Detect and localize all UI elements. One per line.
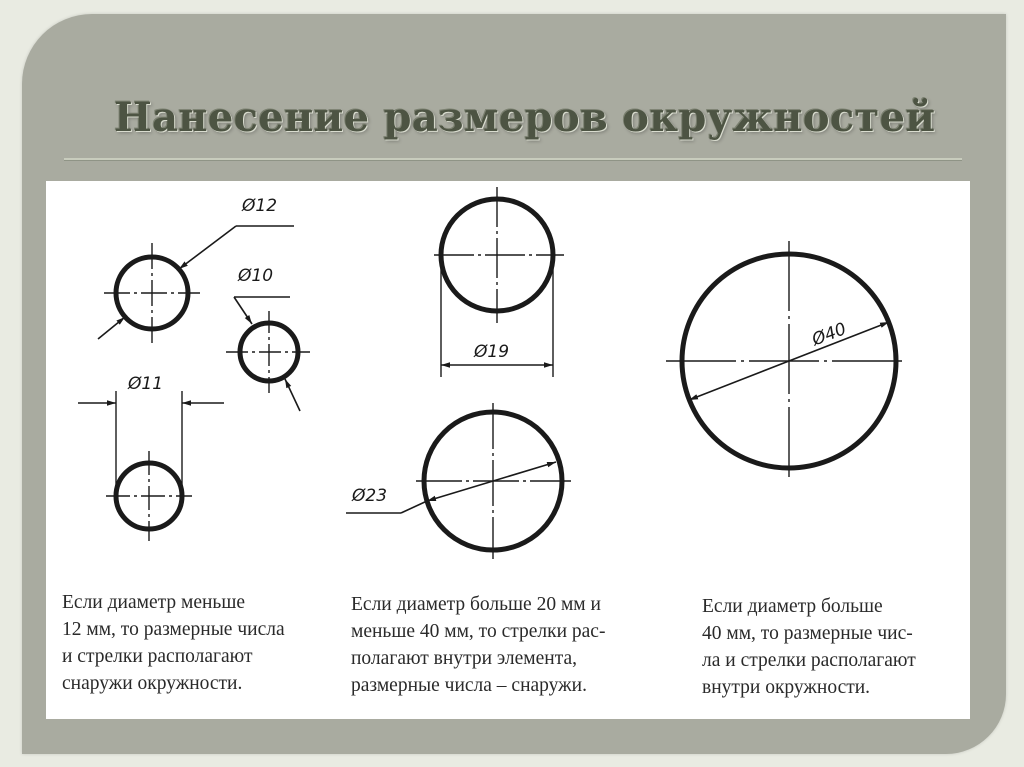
circle-d23 — [346, 403, 571, 559]
circle-d11 — [78, 391, 224, 541]
caption-line: полагают внутри элемента, — [351, 648, 578, 669]
caption-line: Если диаметр меньше — [62, 592, 245, 613]
title-divider — [64, 158, 962, 161]
label-d11: Ø11 — [128, 374, 164, 394]
label-d23: Ø23 — [352, 486, 388, 506]
caption-line: снаружи окружности. — [62, 673, 243, 694]
caption-line: Если диаметр больше 20 мм и — [351, 594, 601, 615]
label-d40: Ø40 — [809, 319, 850, 351]
drawing-panel — [46, 181, 970, 719]
caption-line: и стрелки располагают — [62, 646, 253, 667]
caption-line: 12 мм, то размерные числа — [62, 619, 285, 640]
label-d12: Ø12 — [242, 196, 278, 216]
caption-line: меньше 40 мм, то стрелки рас- — [351, 621, 606, 642]
caption-line: размерные числа – снаружи. — [351, 675, 587, 696]
caption-small-diameter — [62, 589, 285, 697]
caption-line: 40 мм, то размерные чис- — [702, 623, 913, 644]
caption-line: внутри окружности. — [702, 677, 871, 698]
circle-d10 — [226, 297, 310, 411]
slide-title: Нанесение размеров окружностей — [114, 94, 936, 141]
caption-line: Если диаметр больше — [702, 596, 883, 617]
caption-medium-diameter — [351, 591, 605, 699]
label-d19: Ø19 — [474, 342, 510, 362]
caption-large-diameter — [702, 593, 916, 701]
label-d10: Ø10 — [238, 266, 274, 286]
caption-line: ла и стрелки располагают — [702, 650, 916, 671]
circle-d40 — [666, 241, 906, 481]
